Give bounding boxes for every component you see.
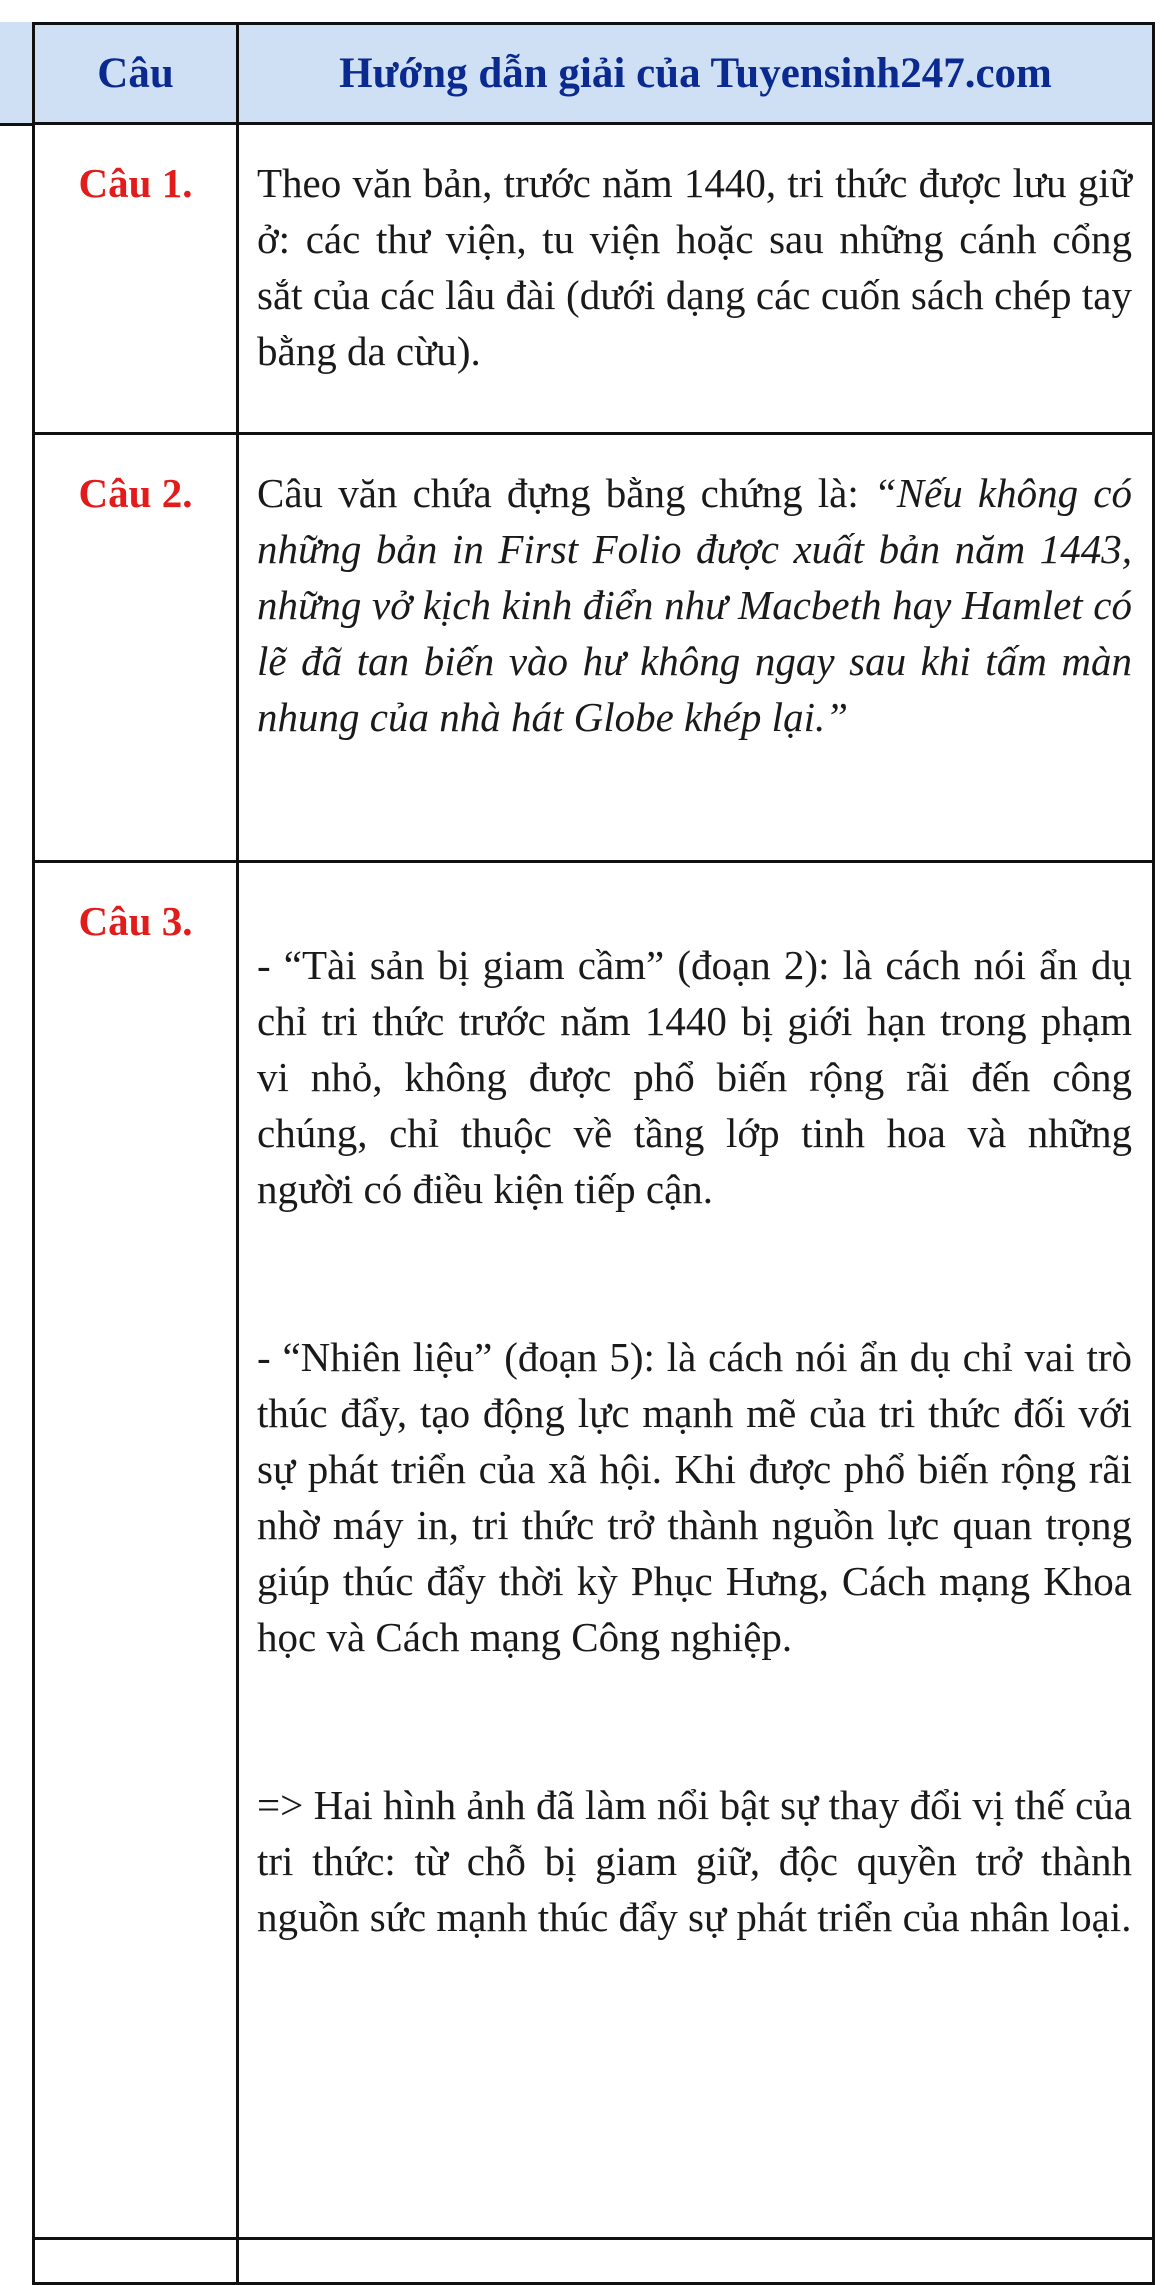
empty-cell (34, 2239, 238, 2284)
answer-quote: “Nếu không có những bản in First Folio được xuất bản năm 1443, những vở kịch kinh điển như Macbeth hay Hamlet có lẽ đã tan biến vào hư không ngay sau khi tấm màn nhung của nhà hát Globe khép lại.” (257, 470, 1132, 740)
table-row (34, 124, 1154, 434)
question-label: Câu 2. (34, 434, 238, 862)
table-row-partial (34, 2239, 1154, 2284)
answer-paragraph: Theo văn bản, trước năm 1440, tri thức được lưu giữ ở: các thư viện, tu viện hoặc sau những cánh cổng sắt của các lâu đài (dưới dạng các cuốn sách chép tay bằng da cừu). (257, 160, 1132, 374)
answer-paragraph (257, 465, 1132, 745)
header-solution: Hướng dẫn giải của Tuyensinh247.com (238, 24, 1154, 124)
question-label: Câu 1. (34, 124, 238, 434)
adjacent-column-header-fragment (0, 22, 32, 125)
header-question: Câu (34, 24, 238, 124)
adjacent-column-divider (0, 123, 32, 126)
question-label: Câu 3. (34, 862, 238, 2239)
empty-cell (238, 2239, 1154, 2284)
answer-paragraph: => Hai hình ảnh đã làm nổi bật sự thay đổi vị thế của tri thức: từ chỗ bị giam giữ, độc quyền trở thành nguồn sức mạnh thúc đẩy sự phát triển của nhân loại. (257, 1782, 1132, 1940)
answer-cell (238, 434, 1154, 862)
table-header-row (34, 24, 1154, 124)
answer-paragraph: - “Tài sản bị giam cầm” (đoạn 2): là cách nói ẩn dụ chỉ tri thức trước năm 1440 bị giới hạn trong phạm vi nhỏ, không được phổ biến rộng rãi đến công chúng, chỉ thuộc về tầng lớp tinh hoa và những người có điều kiện tiếp cận. (257, 942, 1132, 1212)
table-row (34, 434, 1154, 862)
answer-table (32, 22, 1155, 2285)
answer-cell (238, 862, 1154, 2239)
answer-paragraph: - “Nhiên liệu” (đoạn 5): là cách nói ẩn dụ chỉ vai trò thúc đẩy, tạo động lực mạnh mẽ của tri thức đối với sự phát triển của xã hội. Khi được phổ biến rộng rãi nhờ máy in, tri thức trở thành nguồn lực quan trọng giúp thúc đẩy thời kỳ Phục Hưng, Cách mạng Khoa học và Cách mạng Công nghiệp. (257, 1334, 1132, 1660)
table-row (34, 862, 1154, 2239)
answer-intro: Câu văn chứa đựng bằng chứng là: (257, 470, 874, 516)
answer-cell (238, 124, 1154, 434)
